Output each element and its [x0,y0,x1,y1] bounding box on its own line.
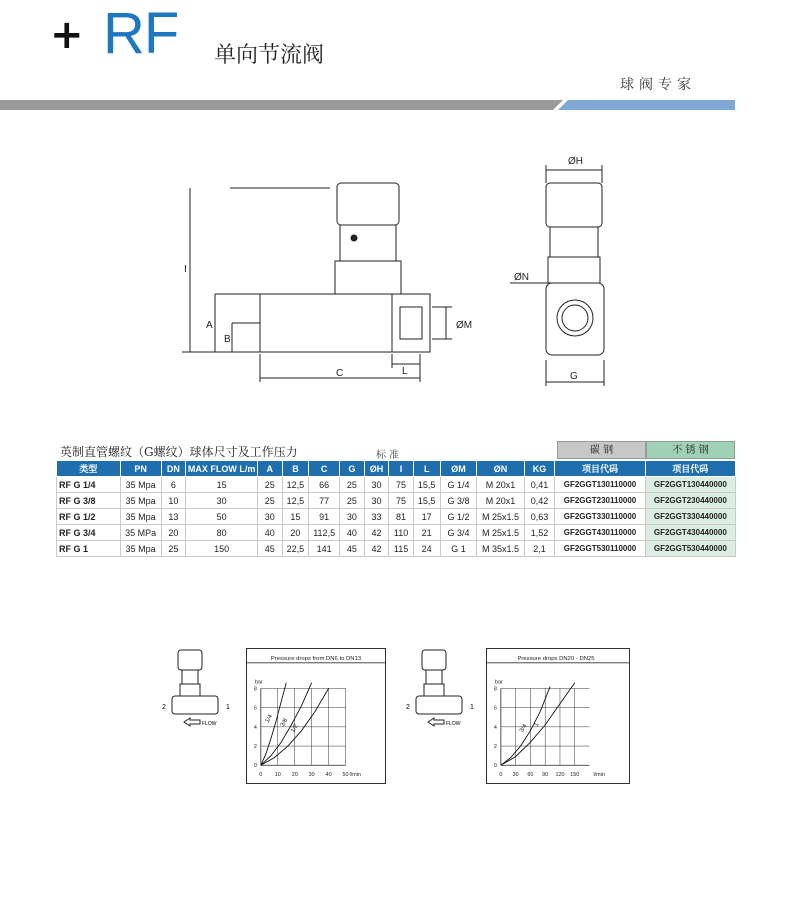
cell-flow: 150 [186,541,258,557]
x-tick-label: 60 [527,772,534,779]
x-axis-label: l/min [349,772,361,779]
dim-label-h: ØH [568,156,583,167]
knob-cap [337,183,399,225]
cell-type: RF G 1/2 [57,509,121,525]
cell-a: 25 [258,493,283,509]
cell-c: 91 [309,509,340,525]
flow-arrow-icon [184,718,200,726]
cell-code-carbon: GF2GGT130110000 [555,477,645,493]
cell-dn: 6 [161,477,186,493]
cell-i: 110 [389,525,414,541]
col-b: B [282,461,309,477]
y-axis-label: bar [494,679,503,686]
x-tick-label: 30 [308,772,315,779]
dim-label-a: A [206,320,213,331]
cell-kg: 1,52 [524,525,555,541]
flow-icon-right [404,648,484,728]
cell-g: 45 [340,541,365,557]
cell-l: 17 [413,509,440,525]
flow-label: FLOW [446,721,461,727]
cell-kg: 2,1 [524,541,555,557]
cell-g: 25 [340,477,365,493]
y-tick-label: 8 [493,686,497,693]
valve-body [260,294,414,352]
product-code: RF [103,1,179,66]
dim-label-c: C [336,368,344,379]
table-row [57,541,736,557]
cell-pn: 35 Mpa [120,541,161,557]
port-out-label: 1 [226,704,230,711]
cell-flow: 50 [186,509,258,525]
cell-type: RF G 3/4 [57,525,121,541]
cell-m: G 3/8 [440,493,477,509]
y-axis-label: bar [254,679,263,686]
cell-pn: 35 MPa [120,525,161,541]
pressure-chart-small [246,648,386,784]
col-m: ØM [440,461,477,477]
cell-i: 75 [389,493,414,509]
dim-label-i: I [184,264,187,275]
series-label: 3/8 [279,717,290,728]
cell-type: RF G 1/4 [57,477,121,493]
port-in-label: 2 [162,704,166,711]
cell-l: 24 [413,541,440,557]
cell-n: M 35x1.5 [477,541,524,557]
x-tick-label: 120 [555,772,565,779]
brand-tagline: 球阀专家 [620,77,696,93]
cell-m: G 1/4 [440,477,477,493]
dim-label-b: B [224,334,231,345]
valve-port [392,294,430,352]
cell-h: 30 [364,477,389,493]
col-n: ØN [477,461,524,477]
plus-sign: + [50,12,84,58]
cell-code-stainless: GF2GGT330440000 [645,509,735,525]
cell-b: 20 [282,525,309,541]
cell-code-stainless: GF2GGT430440000 [645,525,735,541]
x-tick-label: 40 [325,772,332,779]
col-g: G [340,461,365,477]
col-code-carbon: 项目代码 [555,461,645,477]
y-tick-label: 4 [253,724,257,731]
y-tick-label: 0 [253,763,257,770]
cell-n: M 25x1.5 [477,525,524,541]
material-carbon: 碳 钢 [557,441,646,459]
cell-i: 75 [389,477,414,493]
flow-icon-left [160,648,240,728]
col-h: ØH [364,461,389,477]
cell-pn: 35 Mpa [120,493,161,509]
cell-h: 33 [364,509,389,525]
y-tick-label: 4 [493,724,497,731]
cell-h: 42 [364,541,389,557]
cell-c: 77 [309,493,340,509]
knob-stem [340,225,396,261]
cell-code-carbon: GF2GGT330110000 [555,509,645,525]
table-row [57,509,736,525]
cell-a: 30 [258,509,283,525]
dim-label-n: ØN [514,272,529,283]
page-title: 单向节流阀 [214,43,325,68]
cell-pn: 35 Mpa [120,477,161,493]
spec-header-row [57,461,736,477]
cell-n: M 20x1 [477,493,524,509]
cell-h: 30 [364,493,389,509]
cell-m: G 1/2 [440,509,477,525]
table-row [57,525,736,541]
col-code-stainless: 项目代码 [645,461,735,477]
cell-kg: 0,42 [524,493,555,509]
port-in-label: 2 [406,704,410,711]
valve-neck [335,261,401,294]
header-bar [0,100,735,110]
col-dn: DN [161,461,186,477]
col-kg: KG [524,461,555,477]
y-tick-label: 2 [253,744,257,751]
y-tick-label: 6 [253,705,257,712]
dim-label-l: L [402,366,408,377]
series-label: 1/4 [264,713,275,725]
series-label: 1 [533,722,541,728]
cell-g: 25 [340,493,365,509]
cell-m: G 1 [440,541,477,557]
cell-l: 15,5 [413,493,440,509]
cell-c: 141 [309,541,340,557]
material-stainless: 不 锈 钢 [646,441,735,459]
cell-code-carbon: GF2GGT230110000 [555,493,645,509]
x-tick-label: 30 [512,772,519,779]
cell-b: 12,5 [282,477,309,493]
cell-flow: 30 [186,493,258,509]
col-pn: PN [120,461,161,477]
cell-l: 21 [413,525,440,541]
cell-n: M 20x1 [477,477,524,493]
series-label: 1/2 [290,723,300,734]
pressure-chart-large [486,648,630,784]
front-knob [546,183,602,227]
x-tick-label: 20 [291,772,298,779]
cell-g: 30 [340,509,365,525]
standard-label: 标 准 [376,450,400,461]
cell-i: 115 [389,541,414,557]
x-tick-label: 0 [499,772,503,779]
cell-dn: 10 [161,493,186,509]
chart-title: Pressure drops from DN6 to DN13 [270,655,362,662]
cell-type: RF G 1 [57,541,121,557]
cell-a: 40 [258,525,283,541]
cell-a: 45 [258,541,283,557]
cell-c: 66 [309,477,340,493]
y-tick-label: 6 [493,705,497,712]
cell-dn: 25 [161,541,186,557]
cell-pn: 35 Mpa [120,509,161,525]
cell-n: M 25x1.5 [477,509,524,525]
x-tick-label: 10 [274,772,281,779]
header-bar-blue [558,100,735,110]
col-flow: MAX FLOW L/m [186,461,258,477]
header-bar-gray [0,100,563,110]
x-tick-label: 150 [570,772,580,779]
cell-code-stainless: GF2GGT230440000 [645,493,735,509]
cell-i: 81 [389,509,414,525]
cell-code-stainless: GF2GGT130440000 [645,477,735,493]
front-body [546,283,604,355]
knob-screw [351,235,357,241]
front-neck [548,257,600,283]
cell-a: 25 [258,477,283,493]
col-type: 类型 [57,461,121,477]
cell-b: 12,5 [282,493,309,509]
cell-m: G 3/4 [440,525,477,541]
cell-code-stainless: GF2GGT530440000 [645,541,735,557]
dim-label-m: ØM [456,320,473,331]
cell-dn: 13 [161,509,186,525]
x-tick-label: 90 [542,772,549,779]
technical-drawing [170,150,640,400]
cell-code-carbon: GF2GGT430110000 [555,525,645,541]
cell-l: 15,5 [413,477,440,493]
flow-label: FLOW [202,721,217,727]
spec-caption: 英制直管螺纹（G螺纹）球体尺寸及工作压力 [60,445,298,459]
col-l: L [413,461,440,477]
cell-flow: 80 [186,525,258,541]
cell-h: 42 [364,525,389,541]
cell-dn: 20 [161,525,186,541]
cell-c: 112,5 [309,525,340,541]
series-label: 3/4 [519,723,529,734]
y-tick-label: 0 [493,763,497,770]
chart-title: Pressure drops DN20 - DN25 [517,655,595,662]
x-axis-label: l/min [593,772,605,779]
y-tick-label: 2 [493,744,497,751]
cell-kg: 0,41 [524,477,555,493]
cell-b: 22,5 [282,541,309,557]
dim-label-g: G [570,371,578,382]
cell-b: 15 [282,509,309,525]
spec-table [56,460,736,557]
y-tick-label: 8 [253,686,257,693]
flow-arrow-icon [428,718,444,726]
port-out-label: 1 [470,704,474,711]
table-row [57,477,736,493]
col-i: I [389,461,414,477]
x-tick-label: 0 [259,772,263,779]
cell-code-carbon: GF2GGT530110000 [555,541,645,557]
cell-flow: 15 [186,477,258,493]
col-c: C [309,461,340,477]
cell-kg: 0,63 [524,509,555,525]
table-row [57,493,736,509]
cell-type: RF G 3/8 [57,493,121,509]
cell-g: 40 [340,525,365,541]
col-a: A [258,461,283,477]
x-tick-label: 50 [342,772,349,779]
